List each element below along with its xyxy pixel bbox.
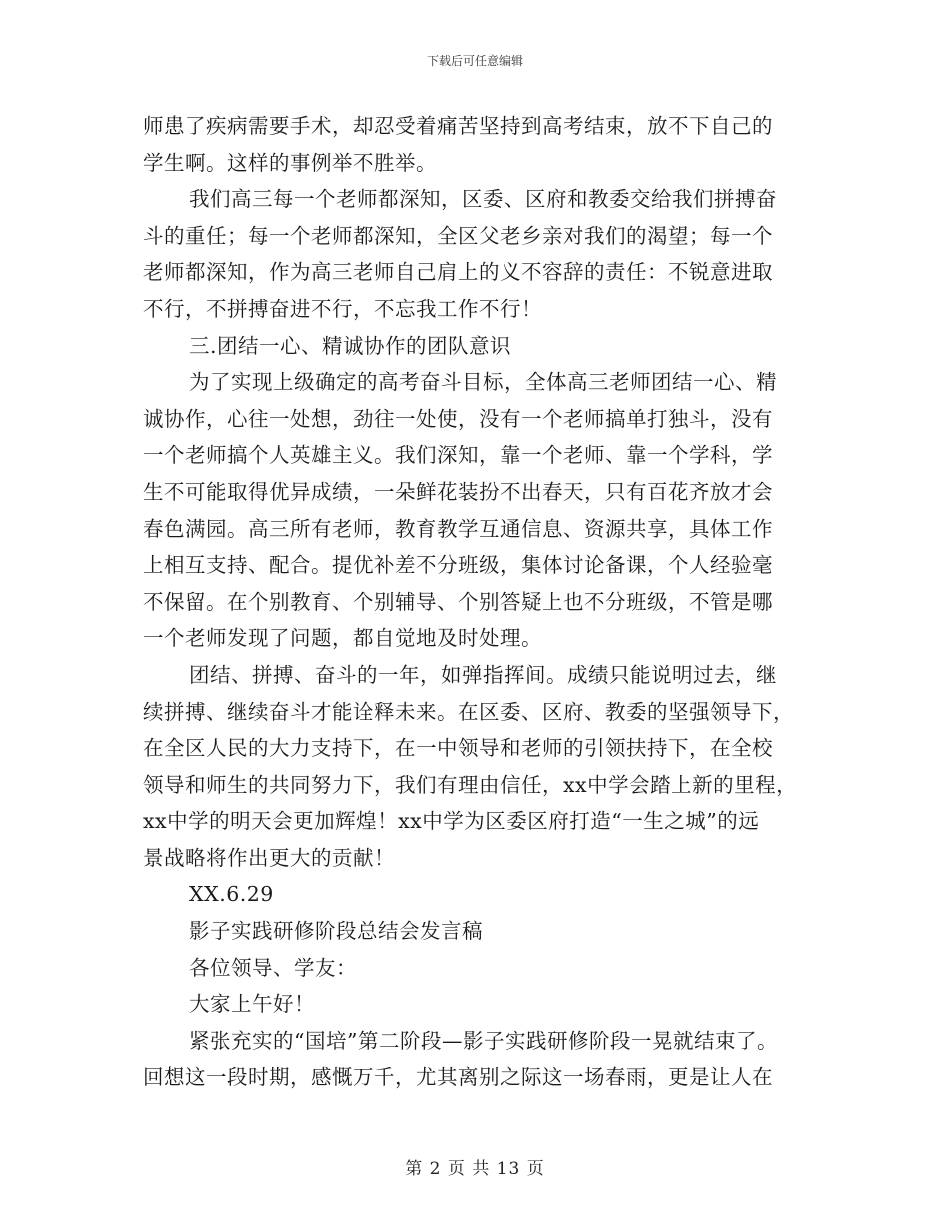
text-line: 续拼搏、继续奋斗才能诠释未来。在区委、区府、教委的坚强领导下， [143,699,794,724]
text-line: 我们高三每一个老师都深知，区委、区府和教委交给我们拼搏奋 [189,187,777,212]
text-line: 各位领导、学友： [189,955,357,980]
text-line: 一个老师搞个人英雄主义。我们深知，靠一个老师、靠一个学科，学 [143,443,773,468]
text-line: 影子实践研修阶段总结会发言稿 [189,919,483,944]
text-line: 在全区人民的大力支持下，在一中领导和老师的引领扶持下，在全校 [143,736,773,761]
text-line: 领导和师生的共同努力下，我们有理由信任，xx中学会踏上新的里程， [143,772,798,797]
page-footer: 第 2 页 共 13 页 [405,1159,545,1179]
text-line: 生不可能取得优异成绩，一朵鲜花装扮不出春天，只有百花齐放才会 [143,479,773,504]
text-line: 学生啊。这样的事例举不胜举。 [143,150,437,175]
text-line: 师患了疾病需要手术，却忍受着痛苦坚持到高考结束，放不下自己的 [143,114,773,138]
text-line: 春色满园。高三所有老师，教育教学互通信息、资源共享，具体工作 [143,516,773,541]
text-line: 斗的重任；每一个老师都深知，全区父老乡亲对我们的渴望；每一个 [143,223,773,248]
text-line: 上相互支持、配合。提优补差不分班级，集体讨论备课，个人经验毫 [143,553,773,578]
text-line: 景战略将作出更大的贡献！ [143,845,395,870]
text-line: 团结、拼搏、奋斗的一年，如弹指挥间。成绩只能说明过去，继 [189,662,777,687]
document-body [143,108,811,1096]
text-line: 为了实现上级确定的高考奋斗目标，全体高三老师团结一心、精 [189,370,777,395]
text-line: 不保留。在个别教育、个别辅导、个别答疑上也不分班级，不管是哪 [143,589,773,614]
text-line: 一个老师发现了问题，都自觉地及时处理。 [143,626,542,651]
text-line: 紧张充实的“国培”第二阶段—影子实践研修阶段一晃就结束了。 [189,1028,778,1053]
text-line: 不行，不拼搏奋进不行，不忘我工作不行！ [143,296,542,321]
text-line: 诚协作，心往一处想，劲往一处使，没有一个老师搞单打独斗，没有 [143,406,773,431]
text-line: 大家上午好！ [189,992,315,1017]
text-line: 三.团结一心、精诚协作的团队意识 [189,333,512,358]
page-header: 下载后可任意编辑 [426,54,523,68]
text-line: 老师都深知，作为高三老师自己肩上的义不容辞的责任：不锐意进取 [143,260,773,285]
text-line: XX.6.29 [189,882,274,907]
text-line: xx中学的明天会更加辉煌！xx中学为区委区府打造“一生之城”的远 [143,809,760,834]
text-line: 回想这一段时期，感慨万千，尤其离别之际这一场春雨，更是让人在 [143,1065,773,1090]
